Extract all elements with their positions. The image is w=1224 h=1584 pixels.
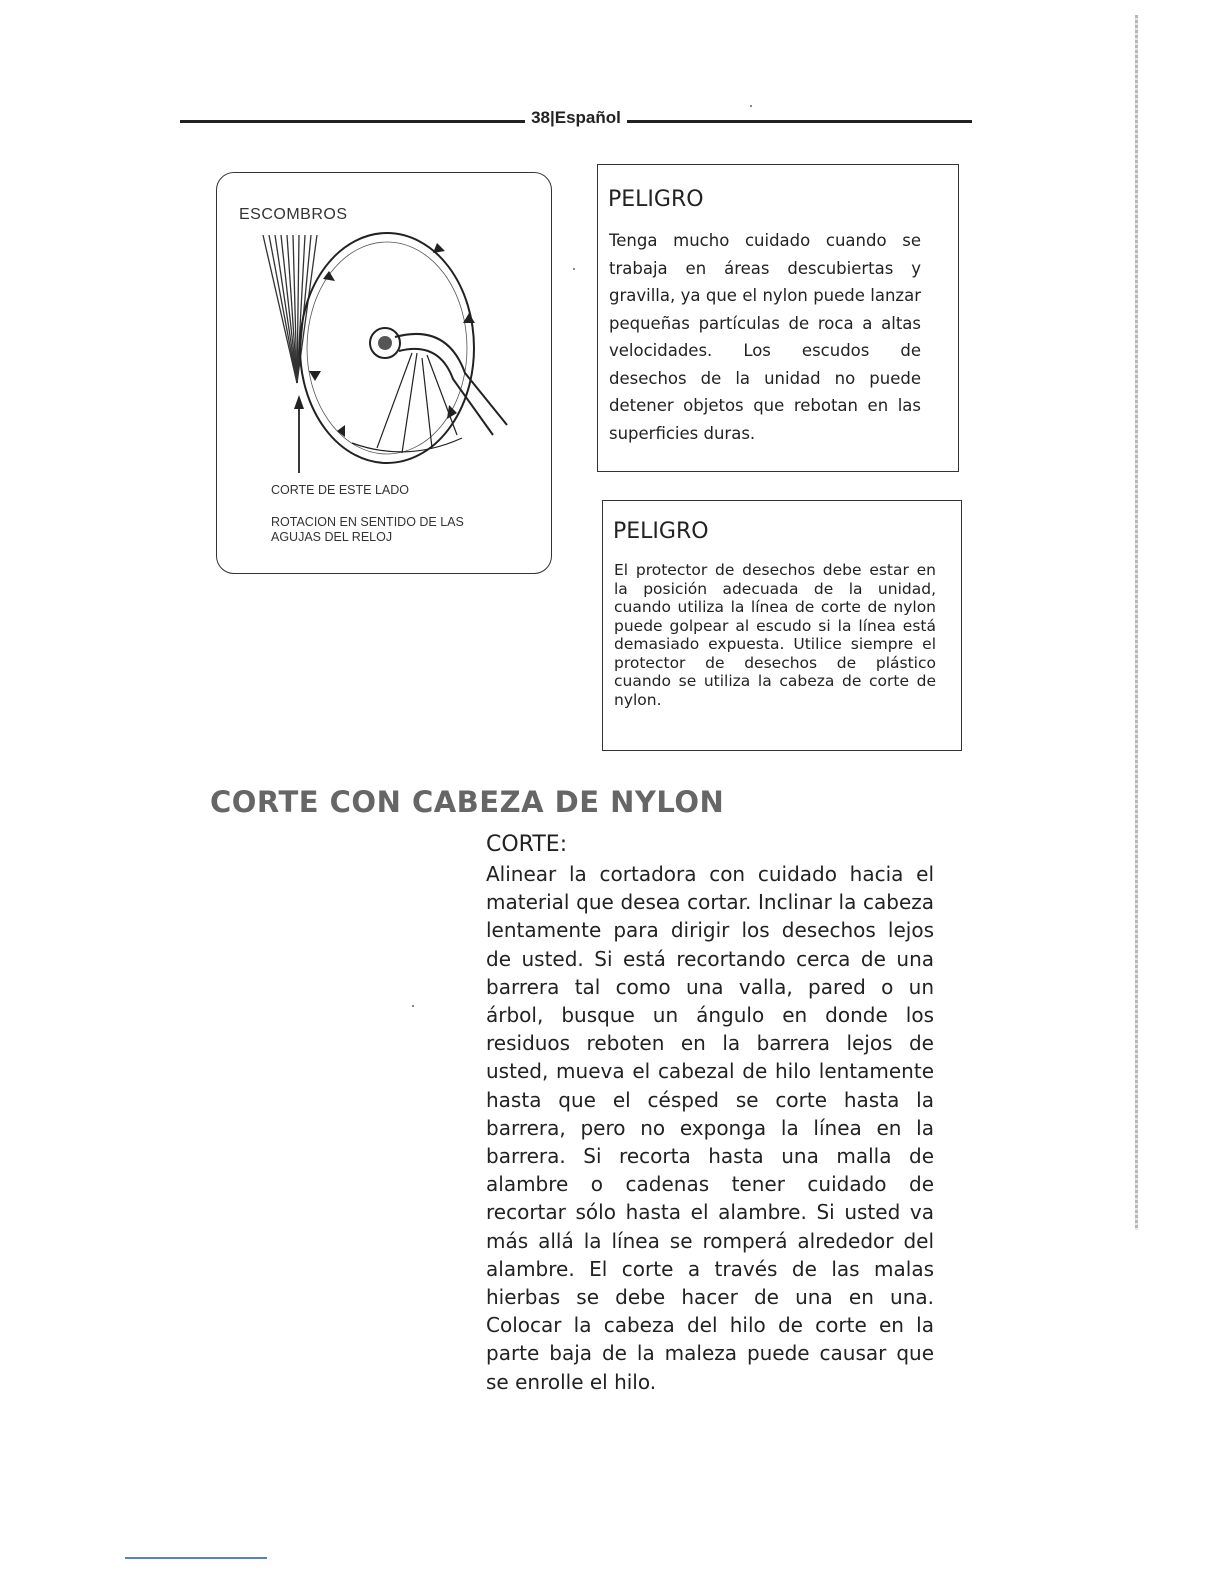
scan-speck bbox=[750, 105, 752, 107]
debris-guard-icon bbox=[352, 353, 462, 453]
warning-title: PELIGRO bbox=[608, 187, 704, 212]
debris-lines-icon bbox=[263, 235, 317, 383]
trimmer-head-illustration bbox=[217, 173, 551, 573]
subsection-title: CORTE: bbox=[486, 832, 568, 857]
danger-warning-box-1 bbox=[597, 164, 959, 472]
page-number-label: 38|Español bbox=[531, 108, 621, 127]
warning-text: Tenga mucho cuidado cuando se trabaja en áreas descubiertas y gravilla, ya que el nylon puede lanzar pequeñas partículas de roca a altas velocidades. Los escudos de desechos de la unidad no puede detener objetos que rebotan en las superficies duras. bbox=[609, 231, 921, 443]
page-header bbox=[180, 108, 972, 132]
header-rule-left bbox=[180, 120, 525, 123]
rotation-direction-label: ROTACION EN SENTIDO DE LAS AGUJAS DEL RELOJ bbox=[271, 515, 464, 544]
scan-speck bbox=[573, 268, 575, 270]
warning-text: El protector de desechos debe estar en la posición adecuada de la unidad, cuando utiliza la línea de corte de nylon puede golpear al escudo si la línea está demasiado expuesta. Utilice siempre el protector de desechos de plástico cuando se utiliza la cabeza de corte de nylon. bbox=[614, 561, 936, 709]
danger-warning-box-2 bbox=[602, 500, 962, 751]
scan-edge bbox=[1135, 15, 1138, 1230]
scan-speck bbox=[412, 1005, 414, 1007]
debris-label: ESCOMBROS bbox=[239, 206, 348, 223]
trimmer-rotation-diagram bbox=[216, 172, 552, 574]
footer-rule bbox=[125, 1557, 267, 1559]
warning-title: PELIGRO bbox=[613, 519, 709, 544]
cut-side-label: CORTE DE ESTE LADO bbox=[271, 483, 409, 497]
cutting-instructions-paragraph: Alinear la cortadora con cuidado hacia el material que desea cortar. Inclinar la cabeza lentamente para dirigir los desechos lejos de usted. Si está recortando cerca de una barrera tal como una valla, pared o un árbol, busque un ángulo en donde los residuos reboten en la barrera lejos de usted, mueva el cabezal de hilo lentamente hasta que el césped se corte hasta la barrera, pero no exponga la línea en la barrera. Si recorta hasta una malla de alambre o cadenas tener cuidado de recortar sólo hasta el alambre. Si usted va más allá la línea se romperá alrededor del alambre. El corte a través de las malas hierbas se debe hacer de una en una. Colocar la cabeza del hilo de corte en la parte baja de la maleza puede causar que se enrolle el hilo. bbox=[486, 862, 934, 1394]
section-title: CORTE CON CABEZA DE NYLON bbox=[210, 785, 725, 819]
header-rule-right bbox=[627, 120, 972, 123]
